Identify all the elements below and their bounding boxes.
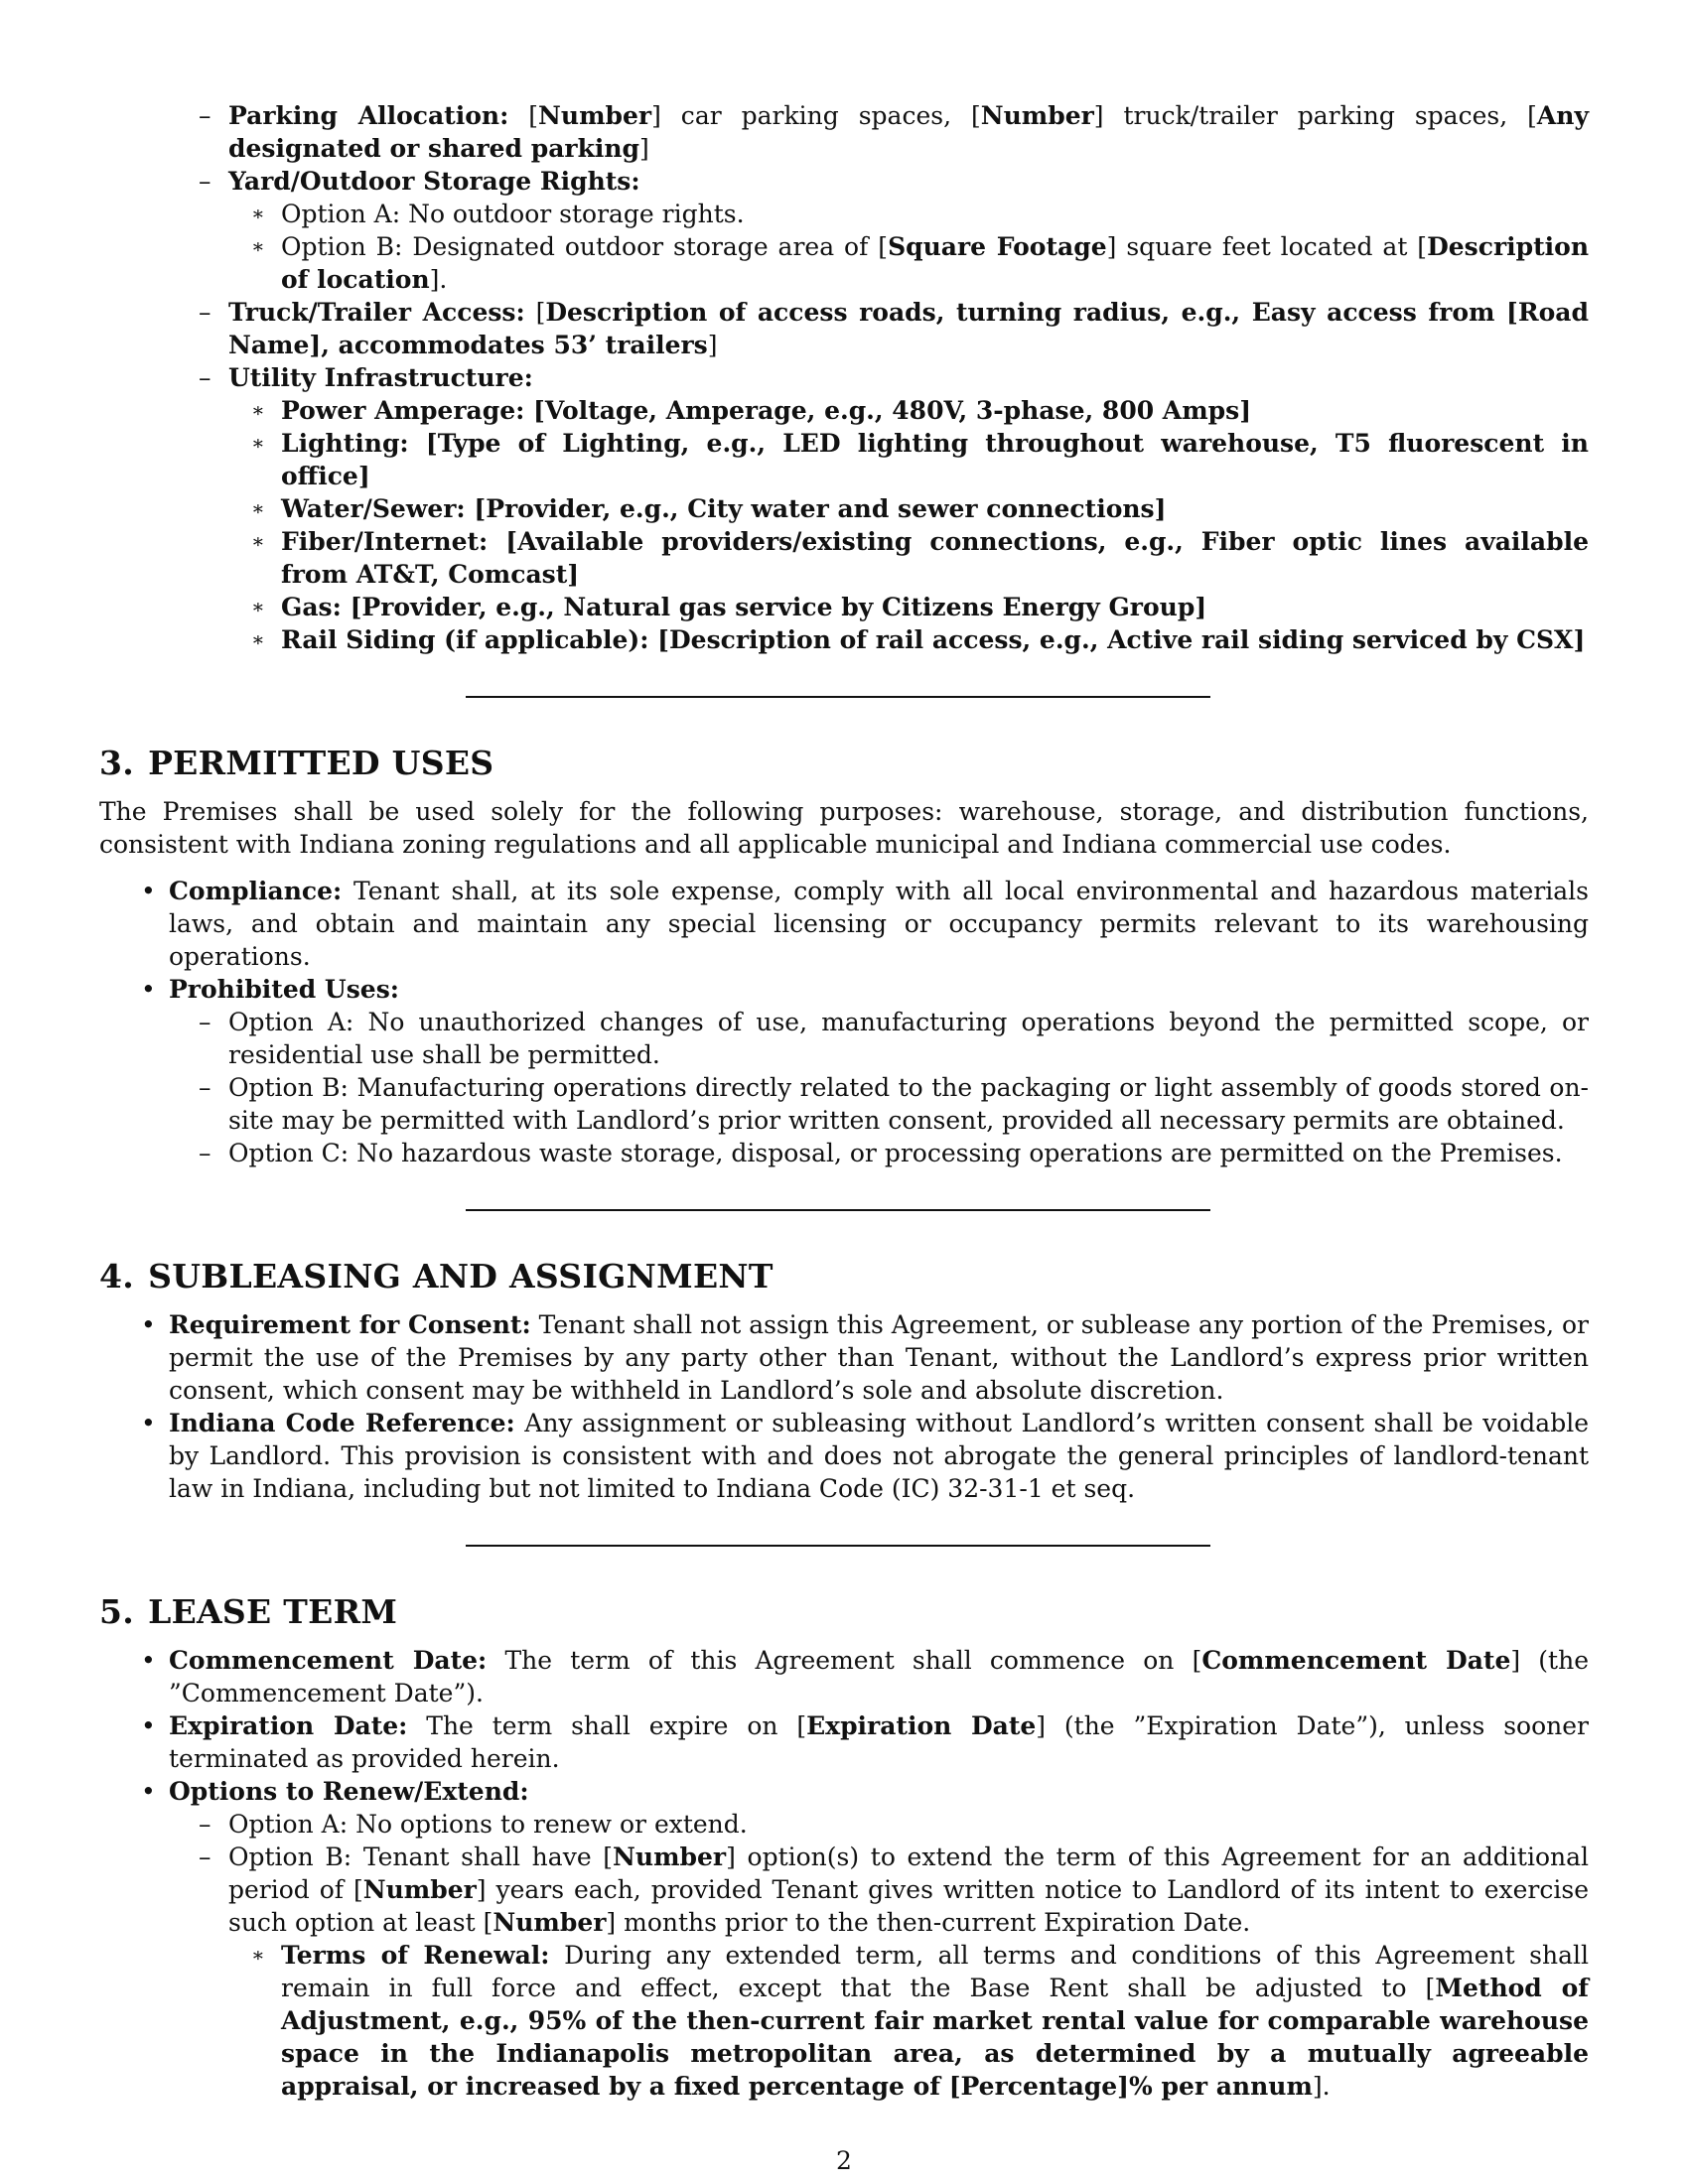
dash-marker: – bbox=[199, 1843, 211, 1871]
yard-option-a: ∗ Option A: No outdoor storage rights. bbox=[251, 200, 745, 228]
prohibited-option-c: – Option C: No hazardous waste storage, disposal, or processing operations are permitted on the Premises. bbox=[199, 1139, 1563, 1167]
dash-marker: – bbox=[199, 167, 211, 196]
dash-marker: – bbox=[199, 1073, 211, 1102]
star-marker: ∗ bbox=[251, 529, 265, 553]
bullet-marker: • bbox=[141, 1777, 156, 1806]
utility-fiber-internet: ∗ Fiber/Internet: [Available providers/existing connections, e.g., Fiber optic lines available from AT&T, Comcast] bbox=[251, 527, 1589, 589]
dash-marker: – bbox=[199, 363, 211, 392]
utility-rail-siding: ∗ Rail Siding (if applicable): [Description of rail access, e.g., Active rail siding serviced by CSX] bbox=[251, 625, 1586, 654]
section-divider bbox=[466, 1209, 1210, 1211]
parking-allocation-item: – Parking Allocation: [Number] car parking spaces, [Number] truck/trailer parking spaces, [Any designated or shared parking] bbox=[199, 101, 1589, 163]
dash-marker: – bbox=[199, 1139, 211, 1167]
prohibited-option-b: – Option B: Manufacturing operations directly related to the packaging or light assembly of goods stored on-site may be permitted with Landlord’s prior written consent, provided all necessary permits are obtained. bbox=[199, 1073, 1589, 1135]
dash-marker: – bbox=[199, 298, 211, 327]
bullet-marker: • bbox=[141, 1646, 156, 1675]
bullet-marker: • bbox=[141, 877, 156, 905]
utility-gas: ∗ Gas: [Provider, e.g., Natural gas service by Citizens Energy Group] bbox=[251, 593, 1207, 621]
indiana-code-item: • Indiana Code Reference: Any assignment or subleasing without Landlord’s written consent shall be voidable by Landlord. This provision is consistent with and does not abrogate the general principles of landlord-tenant law in Indiana, including but not limited to Indiana Code (IC) 32-31-1 et seq. bbox=[141, 1409, 1589, 1503]
star-marker: ∗ bbox=[251, 496, 265, 520]
bullet-marker: • bbox=[141, 1409, 156, 1437]
expiration-date-item: • Expiration Date: The term shall expire on [Expiration Date] (the ”Expiration Date”), unless sooner terminated as provided herein. bbox=[141, 1711, 1589, 1773]
bullet-marker: • bbox=[141, 975, 156, 1004]
dash-marker: – bbox=[199, 1008, 211, 1036]
star-marker: ∗ bbox=[251, 398, 265, 422]
bullet-marker: • bbox=[141, 1310, 156, 1339]
commencement-date-item: • Commencement Date: The term of this Agreement shall commence on [Commencement Date] (the ”Commencement Date”). bbox=[141, 1646, 1589, 1707]
utility-lighting: ∗ Lighting: [Type of Lighting, e.g., LED lighting throughout warehouse, T5 fluorescent in office] bbox=[251, 429, 1589, 490]
utility-water-sewer: ∗ Water/Sewer: [Provider, e.g., City water and sewer connections] bbox=[251, 494, 1167, 523]
star-marker: ∗ bbox=[251, 627, 265, 651]
star-marker: ∗ bbox=[251, 234, 265, 258]
utility-power: ∗ Power Amperage: [Voltage, Amperage, e.g., 480V, 3-phase, 800 Amps] bbox=[251, 396, 1252, 425]
renew-option-b: – Option B: Tenant shall have [Number] option(s) to extend the term of this Agreement for an additional period of [Number] years each, provided Tenant gives written notice to Landlord of its intent to exercise such option at least [Number] months prior to the then-current Expiration Date. bbox=[199, 1843, 1589, 1937]
prohibited-option-a: – Option A: No unauthorized changes of use, manufacturing operations beyond the permitted scope, or residential use shall be permitted. bbox=[199, 1008, 1589, 1069]
star-marker: ∗ bbox=[251, 595, 265, 618]
section-5-heading: 5. LEASE TERM bbox=[99, 1592, 398, 1631]
utility-infrastructure-item: – Utility Infrastructure: bbox=[199, 363, 533, 392]
terms-of-renewal-item: ∗ Terms of Renewal: During any extended term, all terms and conditions of this Agreement shall remain in full force and effect, except that the Base Rent shall be adjusted to [Method of Adjustment, e.g., 95% of the then-current fair market rental value for comparable warehouse space in the Indianapolis metropolitan area, as determined by a mutually agreeable appraisal, or increased by a fixed percentage of [Percentage]% per annum]. bbox=[251, 1941, 1589, 2101]
yard-storage-item: – Yard/Outdoor Storage Rights: bbox=[199, 167, 640, 196]
renew-option-a: – Option A: No options to renew or extend. bbox=[199, 1810, 748, 1839]
star-marker: ∗ bbox=[251, 202, 265, 225]
bullet-marker: • bbox=[141, 1711, 156, 1740]
section-3-intro: The Premises shall be used solely for the following purposes: warehouse, storage, and distribution functions, consistent with Indiana zoning regulations and all applicable municipal and Indiana commercial use codes. bbox=[99, 797, 1589, 859]
prohibited-uses-item: • Prohibited Uses: bbox=[141, 975, 400, 1004]
star-marker: ∗ bbox=[251, 1943, 265, 1967]
consent-requirement-item: • Requirement for Consent: Tenant shall not assign this Agreement, or sublease any portion of the Premises, or permit the use of the Premises by any party other than Tenant, without the Landlord’s express prior written consent, which consent may be withheld in Landlord’s sole and absolute discretion. bbox=[141, 1310, 1589, 1405]
document-page bbox=[99, 99, 1589, 2103]
page-number: 2 bbox=[836, 2146, 852, 2175]
star-marker: ∗ bbox=[251, 431, 265, 455]
yard-option-b: ∗ Option B: Designated outdoor storage area of [Square Footage] square feet located at [Description of location]. bbox=[251, 232, 1590, 294]
compliance-item: • Compliance: Tenant shall, at its sole expense, comply with all local environmental and hazardous materials laws, and obtain and maintain any special licensing or occupancy permits relevant to its warehousing operations. bbox=[141, 877, 1589, 971]
section-divider bbox=[466, 696, 1210, 698]
renew-options-item: • Options to Renew/Extend: bbox=[141, 1777, 529, 1806]
section-3-heading: 3. PERMITTED USES bbox=[99, 744, 494, 782]
section-divider bbox=[466, 1545, 1210, 1547]
section-4-heading: 4. SUBLEASING AND ASSIGNMENT bbox=[99, 1257, 774, 1296]
truck-access-item: – Truck/Trailer Access: [Description of access roads, turning radius, e.g., Easy access from [Road Name], accommodates 53’ trailers] bbox=[199, 298, 1589, 359]
dash-marker: – bbox=[199, 1810, 211, 1839]
dash-marker: – bbox=[199, 101, 211, 130]
